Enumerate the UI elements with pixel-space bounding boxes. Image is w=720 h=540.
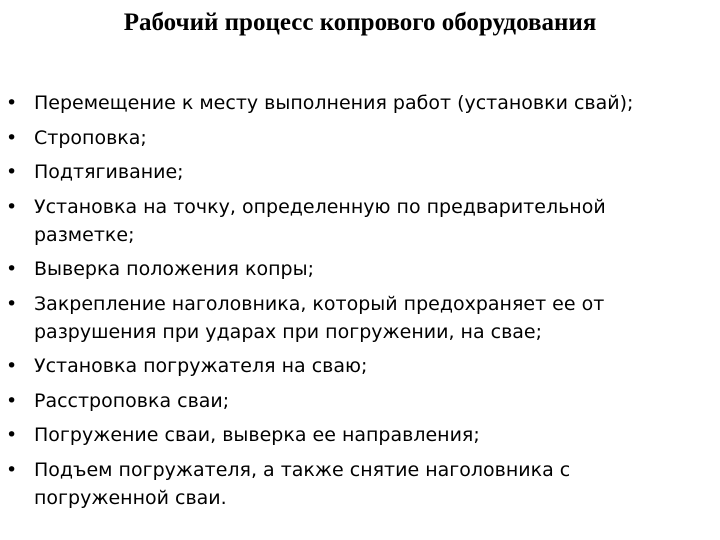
list-item-text: Погружение сваи, выверка ее направления; <box>34 424 480 446</box>
list-item-text: Установка на точку, определенную по предварительной разметке; <box>34 195 606 246</box>
list-item-text: Расстроповка сваи; <box>34 389 230 412</box>
list-item <box>6 456 696 512</box>
bullet-icon: • <box>6 355 18 377</box>
bullet-icon: • <box>6 424 18 446</box>
list-item <box>6 89 696 117</box>
bullet-icon: • <box>6 292 18 315</box>
list-item-text: Выверка положения копры; <box>34 258 314 280</box>
list-item <box>6 193 696 249</box>
list-item-text: Установка погружателя на сваю; <box>34 355 368 377</box>
list-item <box>6 158 696 186</box>
list-item <box>6 421 696 449</box>
list-item-text: Строповка; <box>34 126 147 149</box>
list-item <box>6 290 696 346</box>
bullet-icon: • <box>6 458 18 481</box>
list-item <box>6 255 696 283</box>
slide-title: Рабочий процесс копрового оборудования <box>123 9 597 36</box>
bullet-icon: • <box>6 161 18 183</box>
bullet-icon: • <box>6 92 18 114</box>
list-item <box>6 387 696 415</box>
bullet-icon: • <box>6 195 18 218</box>
list-item-text: Перемещение к месту выполнения работ (установки свай); <box>34 92 634 114</box>
bullet-icon: • <box>6 126 18 149</box>
bullet-icon: • <box>6 258 18 280</box>
bullet-icon: • <box>6 389 18 412</box>
list-item <box>6 352 696 380</box>
list-item-text: Закрепление наголовника, который предохраняет ее от разрушения при ударах при погружении, на свае; <box>34 292 605 343</box>
list-item-text: Подтягивание; <box>34 161 184 183</box>
list-item-text: Подъем погружателя, а также снятие наголовника с погруженной сваи. <box>34 458 571 509</box>
list-item <box>6 124 696 152</box>
bullet-list <box>6 89 696 518</box>
